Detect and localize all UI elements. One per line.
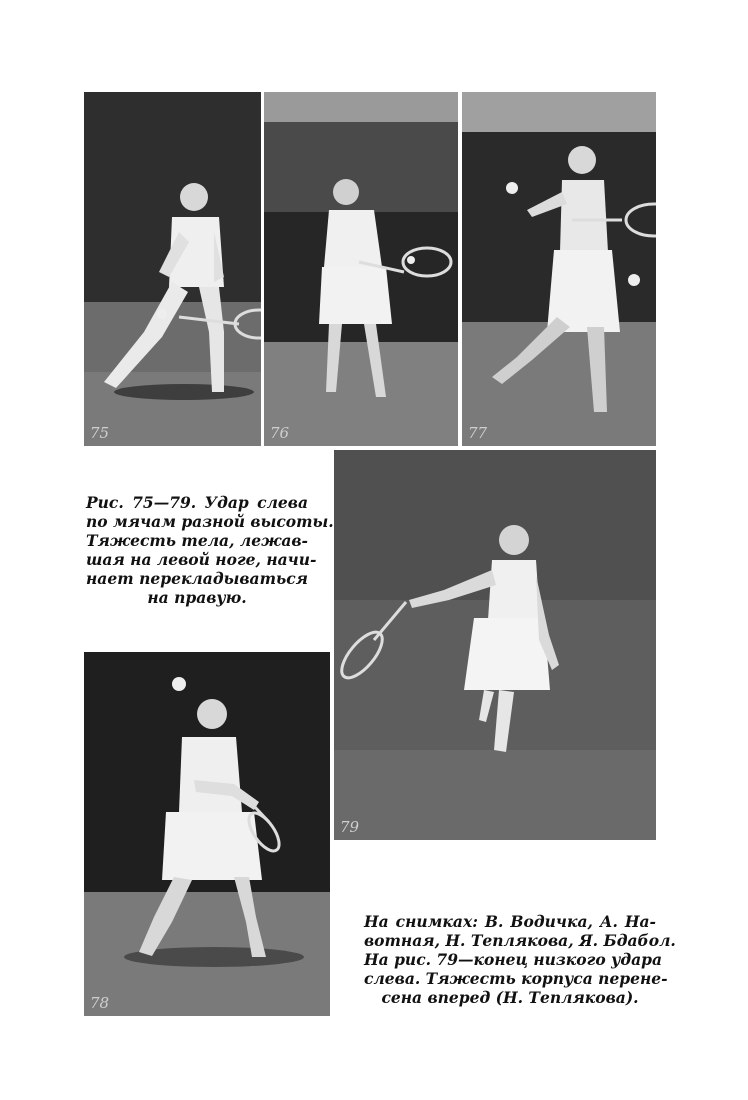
- photo-number: 77: [468, 424, 488, 442]
- caption-line: сена вперед (Н. Теплякова).: [381, 988, 639, 1007]
- caption-line: На снимках: В. Водичка, А. На-: [364, 912, 656, 931]
- photo-number: 78: [90, 994, 110, 1012]
- photo-75: [84, 92, 261, 446]
- caption-line: на правую.: [147, 588, 247, 607]
- photo-76: [264, 92, 458, 446]
- photo-number: 75: [90, 424, 110, 442]
- photo-79: [334, 450, 656, 840]
- photo-77-image: [462, 92, 656, 446]
- photo-76-image: [264, 92, 458, 446]
- caption-figures-75-79: [86, 493, 334, 607]
- caption-line: по мячам разной высоты.: [86, 512, 334, 531]
- caption-line: Рис. 75—79. Удар слева: [86, 493, 308, 512]
- photo-79-image: [334, 450, 656, 840]
- photo-number: 76: [270, 424, 290, 442]
- photo-78: [84, 652, 330, 1016]
- caption-line: нает перекладываться: [86, 569, 308, 588]
- photo-78-image: [84, 652, 330, 1016]
- caption-line: слева. Тяжесть корпуса перене-: [364, 969, 668, 988]
- photo-77: [462, 92, 656, 446]
- caption-photos-credits: [364, 912, 676, 1007]
- caption-line: шая на левой ноге, начи-: [86, 550, 317, 569]
- photo-75-image: [84, 92, 261, 446]
- caption-line: вотная, Н. Теплякова, Я. Бдабол.: [364, 931, 676, 950]
- caption-line: На рис. 79—конец низкого удара: [364, 950, 663, 969]
- caption-line: Тяжесть тела, лежав-: [86, 531, 308, 550]
- photo-number: 79: [340, 818, 360, 836]
